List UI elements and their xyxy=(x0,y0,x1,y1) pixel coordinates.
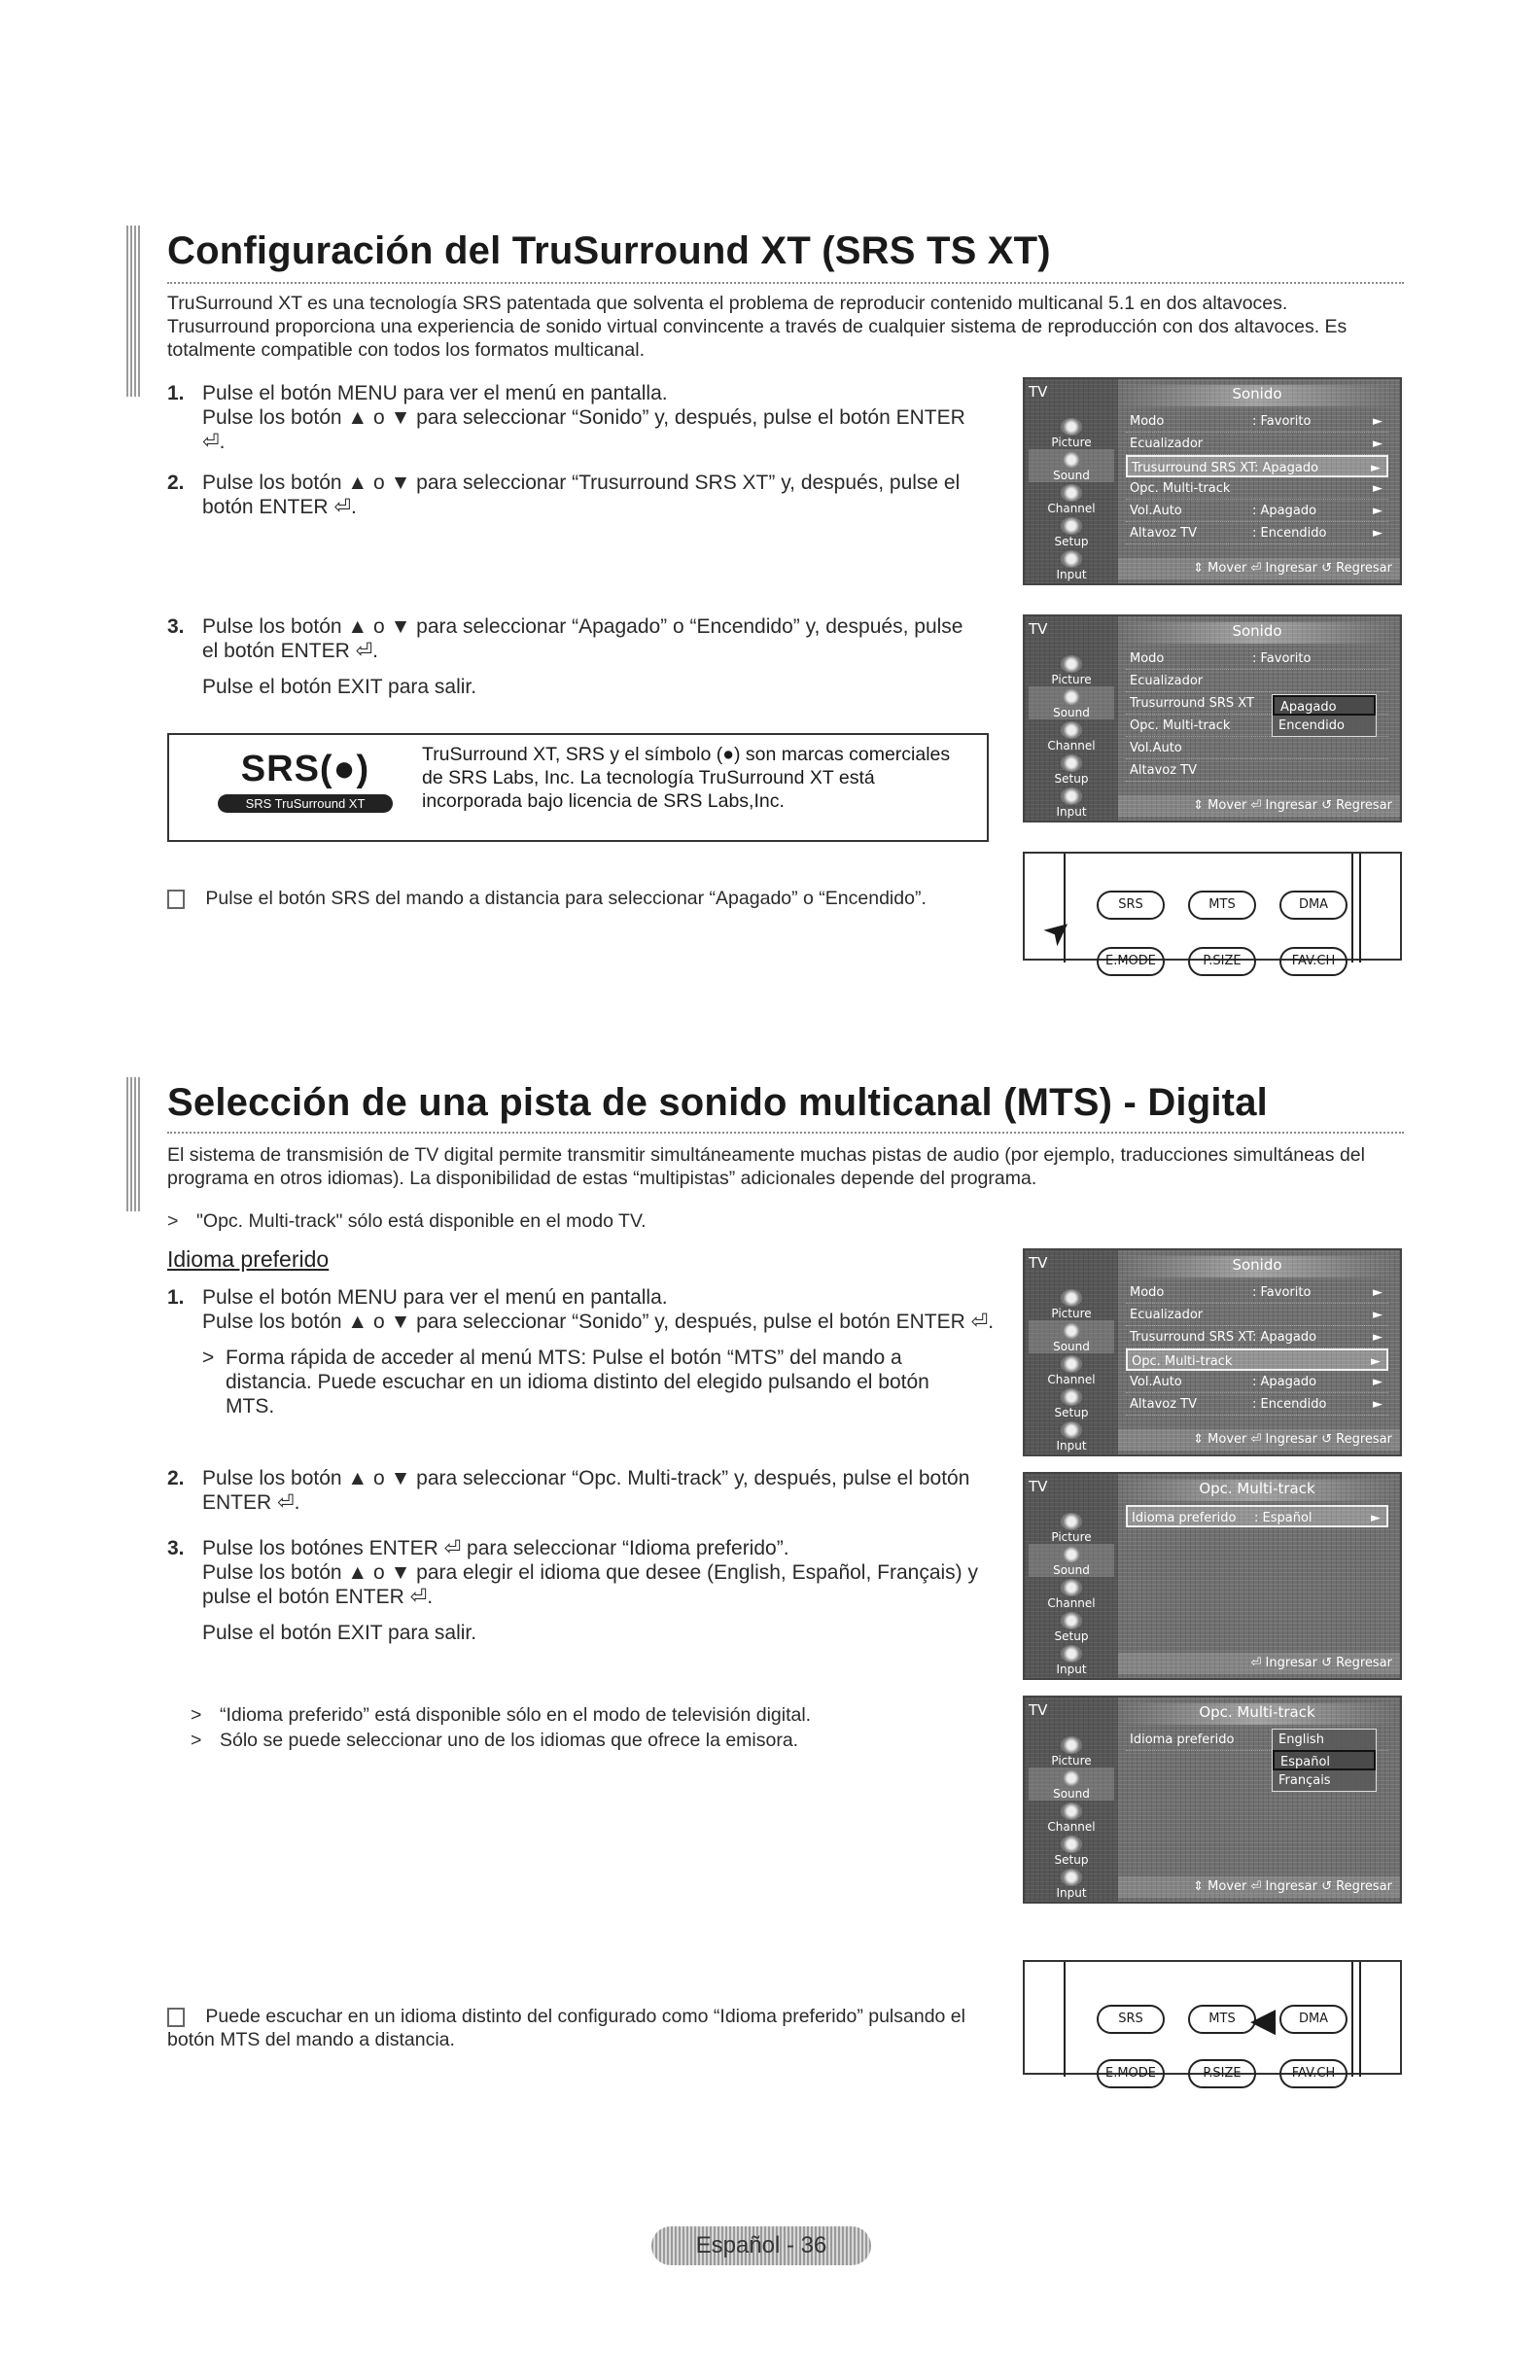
sound-icon xyxy=(1061,1546,1082,1563)
trademark-box xyxy=(167,733,989,842)
osd-title: Sonido xyxy=(1118,385,1396,406)
trademark-text: TruSurround XT, SRS y el símbolo (●) son marcas comerciales de SRS Labs, Inc. La tecnología TruSurround XT está incorporada bajo licencia de SRS Labs,Inc. xyxy=(422,744,951,812)
step-number: 2. xyxy=(167,472,185,494)
osd-multitrack-menu xyxy=(1023,1472,1402,1680)
step-text: Pulse los botón ▲ o ▼ para seleccionar “Opc. Multi-track” y, después, pulse el botón ENTER ⏎. xyxy=(202,1467,970,1514)
sound-icon xyxy=(1061,451,1082,469)
remote-edge xyxy=(1064,1962,1066,2077)
tip-text: Puede escuchar en un idioma distinto del configurado como “Idioma preferido” pulsando el botón MTS del mando a distancia. xyxy=(167,2006,965,2050)
osd-side-sound: Sound xyxy=(1029,686,1114,719)
osd-side-picture: Picture xyxy=(1029,1287,1114,1320)
input-icon xyxy=(1061,1869,1082,1886)
osd-tv-label: TV xyxy=(1029,383,1048,401)
osd-rows xyxy=(1126,1281,1388,1416)
page-footer: Español - 36 xyxy=(651,2226,871,2265)
input-icon xyxy=(1061,1645,1082,1662)
title-divider xyxy=(167,1132,1404,1134)
osd-footer: ⇕ Mover ⏎ Ingresar ↺ Regresar xyxy=(1118,558,1400,579)
osd-option-selected: Español xyxy=(1273,1750,1376,1770)
osd-side-input: Input xyxy=(1029,786,1114,819)
remote-mts-diagram xyxy=(1023,1960,1402,2081)
osd-language-popup-menu xyxy=(1023,1696,1402,1904)
step-text: Pulse los botón ▲ o ▼ para seleccionar “Sonido” y, después, pulse el botón ENTER ⏎. xyxy=(202,1311,995,1333)
osd-title: Opc. Multi-track xyxy=(1118,1703,1396,1725)
broadcaster-note: > Sólo se puede seleccionar uno de los idiomas que ofrece la emisora. xyxy=(191,1730,799,1751)
input-icon xyxy=(1061,550,1082,568)
note-arrow-icon: > xyxy=(191,1704,202,1726)
osd-side-picture: Picture xyxy=(1029,1511,1114,1544)
osd-row: Ecualizador ► xyxy=(1126,1304,1388,1326)
channel-icon xyxy=(1061,1802,1082,1820)
mts-note: > "Opc. Multi-track" sólo está disponible en el modo TV. xyxy=(167,1210,647,1232)
picture-icon xyxy=(1061,1736,1082,1754)
pointer-arrow-icon: ➤ xyxy=(1035,908,1081,955)
osd-tv-label: TV xyxy=(1029,1254,1048,1272)
osd-row: Ecualizador xyxy=(1126,670,1388,692)
section-marker xyxy=(126,1077,140,1211)
osd-row: Modo : Favorito ► xyxy=(1126,1281,1388,1304)
osd-row: Modo : Favorito ► xyxy=(1126,410,1388,433)
osd-title: Opc. Multi-track xyxy=(1118,1480,1396,1501)
channel-icon xyxy=(1061,721,1082,739)
section-title-srs: Configuración del TruSurround XT (SRS TS XT) xyxy=(167,229,1051,272)
osd-option-selected: Apagado xyxy=(1273,695,1376,716)
osd-sonido-multitrack xyxy=(1023,1248,1402,1456)
step-number: 1. xyxy=(167,1286,185,1309)
osd-option-popup xyxy=(1272,1729,1377,1792)
remote-edge xyxy=(1359,854,1361,962)
subheading-preferred-language: Idioma preferido xyxy=(167,1246,330,1272)
osd-row: Trusurround SRS XT xyxy=(1126,692,1388,715)
osd-option: English xyxy=(1278,1732,1324,1747)
osd-side-picture: Picture xyxy=(1029,653,1114,686)
osd-option: Encendido xyxy=(1278,718,1345,733)
step-note: > Forma rápida de acceder al menú MTS: Pulse el botón “MTS” del mando a distancia. Puede escuchar en un idioma distinto del elegido pulsando el botón MTS. xyxy=(202,1347,929,1418)
osd-tv-label: TV xyxy=(1029,1478,1048,1495)
srs-tip xyxy=(167,887,945,910)
osd-side-setup: Setup xyxy=(1029,515,1114,548)
step-number: 3. xyxy=(167,615,185,638)
osd-side-channel: Channel xyxy=(1029,482,1114,515)
setup-icon xyxy=(1061,1388,1082,1406)
osd-title: Sonido xyxy=(1118,622,1396,644)
osd-option: Français xyxy=(1278,1773,1331,1788)
section-intro: El sistema de transmisión de TV digital permite transmitir simultáneamente muchas pistas de audio (por ejemplo, traducciones simultáneas del programa en otros idiomas). La disponibilidad de estas “multipistas” adicionales depende del programa. xyxy=(167,1144,1365,1189)
step-number: 2. xyxy=(167,1467,185,1489)
setup-icon xyxy=(1061,517,1082,535)
osd-row: Vol.Auto xyxy=(1126,737,1388,759)
osd-side-sound: Sound xyxy=(1029,1544,1114,1577)
step-1 xyxy=(167,1285,1003,1418)
osd-row-selected: Opc. Multi-track ► xyxy=(1126,1348,1388,1371)
osd-sonido-menu xyxy=(1023,377,1402,585)
step-text: Pulse el botón EXIT para salir. xyxy=(202,1622,477,1644)
remote-edge xyxy=(1351,854,1353,962)
osd-tv-label: TV xyxy=(1029,1701,1048,1719)
osd-rows xyxy=(1126,410,1388,544)
osd-side-setup: Setup xyxy=(1029,752,1114,786)
srs-button[interactable]: SRS xyxy=(1097,891,1165,920)
osd-side-sound: Sound xyxy=(1029,1320,1114,1353)
psize-button[interactable]: P.SIZE xyxy=(1188,2059,1256,2088)
osd-row: Idioma preferido xyxy=(1126,1729,1388,1751)
note-icon xyxy=(167,2008,185,2027)
dma-button[interactable]: DMA xyxy=(1279,891,1348,920)
osd-side-channel: Channel xyxy=(1029,1577,1114,1610)
section-title-mts: Selección de una pista de sonido multicanal (MTS) - Digital xyxy=(167,1081,1268,1124)
note-arrow-icon: > xyxy=(202,1347,215,1369)
sound-icon xyxy=(1061,1769,1082,1787)
step-text: Pulse los botón ▲ o ▼ para seleccionar “Sonido” y, después, pulse el botón ENTER ⏎. xyxy=(202,406,965,453)
section-intro: TruSurround XT es una tecnología SRS patentada que solventa el problema de reproducir contenido multicanal 5.1 en dos altavoces. Trusurround proporciona una experiencia de sonido virtual convincente a través de cualquier sistema de reproducción con dos altavoces. Es totalmente compatible con todos los formatos multicanal. xyxy=(167,293,1348,361)
step-3 xyxy=(167,614,974,699)
step-3 xyxy=(167,1536,1003,1645)
osd-tv-label: TV xyxy=(1029,620,1048,638)
step-2 xyxy=(167,471,974,519)
remote-srs-diagram xyxy=(1023,852,1402,968)
osd-side-picture: Picture xyxy=(1029,416,1114,449)
preferred-language-note: > “Idioma preferido” está disponible sólo en el modo de televisión digital. xyxy=(191,1704,812,1726)
mts-button[interactable]: MTS xyxy=(1188,891,1256,920)
step-1 xyxy=(167,381,974,454)
picture-icon xyxy=(1061,418,1082,436)
step-2 xyxy=(167,1466,1003,1515)
pointer-arrow-icon: ◀ xyxy=(1250,2002,1277,2039)
osd-side-channel: Channel xyxy=(1029,1801,1114,1834)
srs-logo-mark: SRS(●) xyxy=(240,749,370,789)
osd-row: Opc. Multi-track xyxy=(1126,715,1388,737)
osd-row: Altavoz TV : Encendido ► xyxy=(1126,522,1388,544)
osd-footer: ⇕ Mover ⏎ Ingresar ↺ Regresar xyxy=(1118,795,1400,817)
osd-row: Opc. Multi-track ► xyxy=(1126,477,1388,500)
osd-side-sound: Sound xyxy=(1029,449,1114,482)
srs-logo-badge: SRS TruSurround XT xyxy=(218,794,393,813)
osd-row-selected: Idioma preferido : Español ► xyxy=(1126,1505,1388,1527)
picture-icon xyxy=(1061,1289,1082,1307)
remote-edge xyxy=(1351,1962,1353,2077)
osd-row: Altavoz TV xyxy=(1126,759,1388,782)
setup-icon xyxy=(1061,1612,1082,1629)
osd-row: Vol.Auto : Apagado ► xyxy=(1126,500,1388,522)
osd-rows xyxy=(1126,1505,1388,1527)
osd-row: Vol.Auto : Apagado ► xyxy=(1126,1371,1388,1393)
dma-button[interactable]: DMA xyxy=(1279,2005,1348,2034)
sound-icon xyxy=(1061,1322,1082,1340)
osd-row: Trusurround SRS XT : Apagado ► xyxy=(1126,1326,1388,1348)
osd-side-input: Input xyxy=(1029,1643,1114,1676)
osd-footer: ⇕ Mover ⏎ Ingresar ↺ Regresar xyxy=(1118,1429,1400,1451)
step-text: Pulse los botón ▲ o ▼ para elegir el idioma que desee (English, Español, Français) y pulse el botón ENTER ⏎. xyxy=(202,1561,978,1608)
favch-button[interactable]: FAV.CH xyxy=(1279,947,1348,976)
step-number: 1. xyxy=(167,382,185,404)
osd-side-setup: Setup xyxy=(1029,1610,1114,1643)
osd-srs-popup-menu xyxy=(1023,614,1402,822)
step-text: Pulse los botónes ENTER ⏎ para seleccionar “Idioma preferido”. xyxy=(202,1537,789,1559)
step-text: Pulse los botón ▲ o ▼ para seleccionar “Apagado” o “Encendido” y, después, pulse el botón ENTER ⏎. xyxy=(202,615,963,662)
section-marker xyxy=(126,226,140,397)
picture-icon xyxy=(1061,1513,1082,1530)
setup-icon xyxy=(1061,1836,1082,1853)
osd-side-sound: Sound xyxy=(1029,1768,1114,1801)
step-text: Pulse el botón MENU para ver el menú en pantalla. xyxy=(202,382,668,404)
setup-icon xyxy=(1061,754,1082,772)
osd-side-channel: Channel xyxy=(1029,719,1114,752)
favch-button[interactable]: FAV.CH xyxy=(1279,2059,1348,2088)
emode-button[interactable]: E.MODE xyxy=(1097,947,1165,976)
input-icon xyxy=(1061,1421,1082,1439)
emode-button[interactable]: E.MODE xyxy=(1097,2059,1165,2088)
note-icon xyxy=(167,890,185,909)
channel-icon xyxy=(1061,1355,1082,1373)
osd-side-picture: Picture xyxy=(1029,1734,1114,1768)
note-arrow-icon: > xyxy=(191,1730,202,1751)
osd-side-setup: Setup xyxy=(1029,1386,1114,1419)
osd-side-input: Input xyxy=(1029,548,1114,581)
osd-row-selected: Trusurround SRS XT : Apagado ► xyxy=(1126,455,1388,477)
osd-side-input: Input xyxy=(1029,1419,1114,1452)
step-text: Pulse el botón EXIT para salir. xyxy=(202,676,477,698)
osd-row: Altavoz TV : Encendido ► xyxy=(1126,1393,1388,1416)
osd-side-setup: Setup xyxy=(1029,1834,1114,1867)
osd-option-popup xyxy=(1272,694,1377,737)
remote-edge xyxy=(1359,1962,1361,2077)
picture-icon xyxy=(1061,655,1082,673)
osd-row: Ecualizador ► xyxy=(1126,433,1388,455)
step-number: 3. xyxy=(167,1537,185,1559)
mts-button[interactable]: MTS xyxy=(1188,2005,1256,2034)
step-text: Pulse el botón MENU para ver el menú en pantalla. xyxy=(202,1286,668,1309)
note-arrow-icon: > xyxy=(167,1210,179,1232)
srs-logo xyxy=(218,749,393,813)
title-divider xyxy=(167,282,1404,284)
tip-text: Pulse el botón SRS del mando a distancia para seleccionar “Apagado” o “Encendido”. xyxy=(205,888,927,909)
osd-row: Modo : Favorito xyxy=(1126,648,1388,670)
step-text: Pulse los botón ▲ o ▼ para seleccionar “Trusurround SRS XT” y, después, pulse el botón ENTER ⏎. xyxy=(202,472,961,518)
sound-icon xyxy=(1061,688,1082,706)
channel-icon xyxy=(1061,484,1082,502)
input-icon xyxy=(1061,788,1082,805)
srs-button[interactable]: SRS xyxy=(1097,2005,1165,2034)
osd-footer: ⏎ Ingresar ↺ Regresar xyxy=(1118,1653,1400,1674)
psize-button[interactable]: P.SIZE xyxy=(1188,947,1256,976)
mts-tip xyxy=(167,2005,984,2051)
osd-side-channel: Channel xyxy=(1029,1353,1114,1386)
osd-footer: ⇕ Mover ⏎ Ingresar ↺ Regresar xyxy=(1118,1876,1400,1898)
osd-title: Sonido xyxy=(1118,1256,1396,1278)
channel-icon xyxy=(1061,1579,1082,1596)
osd-side-input: Input xyxy=(1029,1867,1114,1900)
